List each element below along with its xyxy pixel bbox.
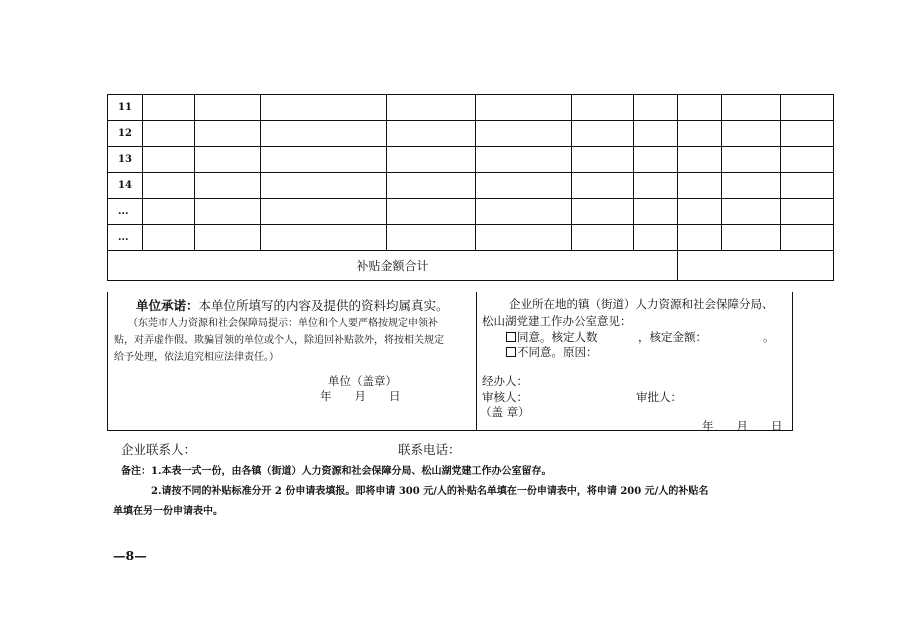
table-cell[interactable] — [476, 199, 572, 225]
table-cell[interactable] — [195, 147, 261, 173]
box-divider — [476, 292, 477, 430]
handler-label: 经办人： — [482, 374, 528, 388]
approval-seal-label: （盖 章） — [480, 405, 530, 419]
table-cell[interactable] — [387, 147, 476, 173]
note-2-line-2: 单填在另一份申请表中。 — [113, 506, 223, 517]
row-number: ... — [108, 225, 143, 251]
pledge-date: 年 月 日 — [320, 389, 401, 403]
total-label: 补贴金额合计 — [108, 251, 678, 281]
table-cell[interactable] — [261, 95, 387, 121]
row-number: 11 — [108, 95, 143, 121]
table-cell[interactable] — [476, 147, 572, 173]
table-cell[interactable] — [143, 225, 195, 251]
table-cell[interactable] — [572, 121, 634, 147]
table-cell[interactable] — [722, 173, 781, 199]
table-cell[interactable] — [634, 95, 678, 121]
table-cell[interactable] — [678, 225, 722, 251]
agree-option[interactable] — [506, 329, 598, 345]
table-cell[interactable] — [476, 121, 572, 147]
table-cell[interactable] — [722, 147, 781, 173]
reviewer-label: 审核人： — [482, 390, 528, 404]
table-cell[interactable] — [781, 121, 834, 147]
contact-phone-label: 联系电话： — [398, 442, 461, 457]
table-cell[interactable] — [572, 147, 634, 173]
unit-seal-label: 单位（盖章） — [328, 374, 397, 388]
note-1: 备注：1.本表一式一份，由各镇（街道）人力资源和社会保障分局、松山湖党建工作办公室留存。 — [121, 466, 552, 477]
table-cell[interactable] — [634, 225, 678, 251]
table-row — [108, 95, 834, 121]
pledge-statement — [136, 296, 449, 314]
approval-line-2: 松山湖党建工作办公室意见： — [482, 314, 632, 328]
disagree-option[interactable] — [506, 344, 598, 360]
table-cell[interactable] — [476, 225, 572, 251]
table-cell[interactable] — [143, 173, 195, 199]
disagree-label: 不同意。原因： — [517, 345, 598, 359]
notice-line-2: 贴，对弄虚作假、欺骗冒领的单位或个人，除追回补贴款外，将按相关规定 — [114, 335, 444, 346]
subsidy-table — [107, 94, 834, 281]
table-cell[interactable] — [476, 95, 572, 121]
table-row — [108, 173, 834, 199]
table-cell[interactable] — [387, 225, 476, 251]
approver-label: 审批人： — [636, 390, 682, 404]
table-cell[interactable] — [634, 121, 678, 147]
table-cell[interactable] — [722, 121, 781, 147]
pledge-heading: 单位承诺： — [136, 298, 199, 313]
notice-line-1: （东莞市人力资源和社会保障局提示：单位和个人要严格按规定申领补 — [128, 318, 438, 329]
table-cell[interactable] — [143, 199, 195, 225]
table-cell[interactable] — [572, 95, 634, 121]
table-cell[interactable] — [781, 147, 834, 173]
table-row — [108, 147, 834, 173]
table-cell[interactable] — [195, 95, 261, 121]
total-row — [108, 251, 834, 281]
table-cell[interactable] — [261, 121, 387, 147]
approved-amount-label: ，核定金额： — [638, 330, 707, 344]
row-number: 13 — [108, 147, 143, 173]
table-cell[interactable] — [143, 121, 195, 147]
table-row — [108, 121, 834, 147]
table-cell[interactable] — [572, 199, 634, 225]
table-cell[interactable] — [722, 225, 781, 251]
table-cell[interactable] — [143, 95, 195, 121]
table-cell[interactable] — [195, 173, 261, 199]
table-row — [108, 225, 834, 251]
table-cell[interactable] — [387, 199, 476, 225]
page-number: —8— — [113, 548, 147, 563]
table-cell[interactable] — [572, 225, 634, 251]
table-cell[interactable] — [634, 199, 678, 225]
table-cell[interactable] — [678, 95, 722, 121]
note-2-line-1: 2.请按不同的补贴标准分开 2 份申请表填报。即将申请 300 元/人的补贴名单填在一份申请表中，将申请 200 元/人的补贴名 — [151, 486, 709, 497]
table-cell[interactable] — [143, 147, 195, 173]
table-cell[interactable] — [572, 173, 634, 199]
table-cell[interactable] — [722, 95, 781, 121]
table-cell[interactable] — [387, 95, 476, 121]
agree-checkbox[interactable] — [506, 332, 516, 342]
table-cell[interactable] — [634, 173, 678, 199]
agree-label: 同意。核定人数 — [517, 330, 598, 344]
table-row — [108, 199, 834, 225]
table-cell[interactable] — [387, 121, 476, 147]
amount-period: 。 — [763, 330, 775, 344]
table-cell[interactable] — [634, 147, 678, 173]
table-cell[interactable] — [678, 121, 722, 147]
table-cell[interactable] — [678, 173, 722, 199]
table-cell[interactable] — [261, 173, 387, 199]
row-number: ... — [108, 199, 143, 225]
notice-line-3: 给予处理，依法追究相应法律责任。） — [114, 352, 279, 363]
table-cell[interactable] — [476, 173, 572, 199]
table-cell[interactable] — [261, 199, 387, 225]
table-cell[interactable] — [195, 199, 261, 225]
disagree-checkbox[interactable] — [506, 347, 516, 357]
table-cell[interactable] — [722, 199, 781, 225]
pledge-text: 本单位所填写的内容及提供的资料均属真实。 — [198, 298, 449, 313]
table-cell[interactable] — [678, 147, 722, 173]
row-number: 12 — [108, 121, 143, 147]
table-cell[interactable] — [781, 95, 834, 121]
table-cell[interactable] — [678, 199, 722, 225]
table-cell[interactable] — [261, 225, 387, 251]
table-cell[interactable] — [387, 173, 476, 199]
contact-person-label: 企业联系人： — [121, 442, 197, 457]
table-cell[interactable] — [261, 147, 387, 173]
total-amount-cell[interactable] — [678, 251, 834, 281]
approval-date: 年 月 日 — [702, 419, 783, 433]
table-cell[interactable] — [195, 121, 261, 147]
approval-line-1: 企业所在地的镇（街道）人力资源和社会保障分局、 — [509, 297, 774, 311]
table-cell[interactable] — [781, 173, 834, 199]
table-cell[interactable] — [195, 225, 261, 251]
row-number: 14 — [108, 173, 143, 199]
table-cell[interactable] — [781, 225, 834, 251]
table-cell[interactable] — [781, 199, 834, 225]
